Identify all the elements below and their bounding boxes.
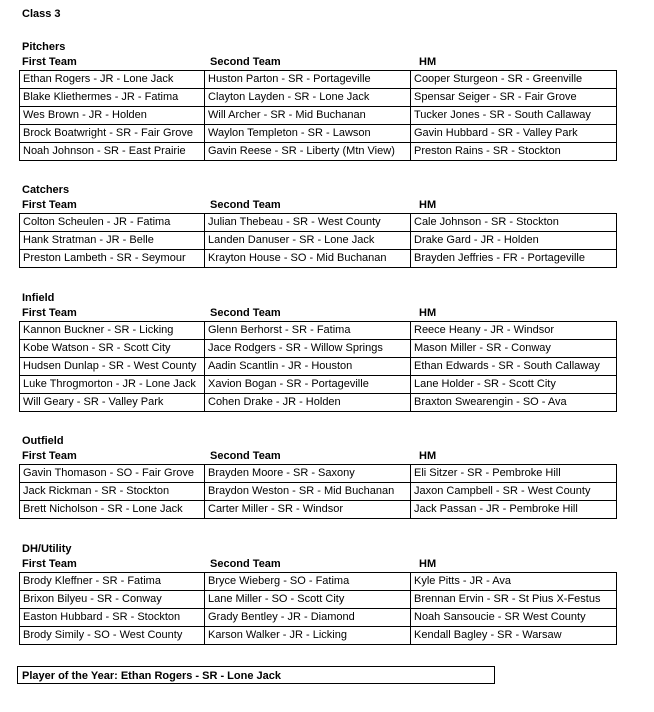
first-team-cell: Brixon Bilyeu - SR - Conway bbox=[20, 591, 205, 608]
table-row bbox=[20, 249, 616, 267]
column-headers bbox=[19, 198, 617, 213]
first-team-cell: Hank Stratman - JR - Belle bbox=[20, 232, 205, 249]
team-table bbox=[19, 70, 617, 161]
table-row bbox=[20, 590, 616, 608]
header-second: Second Team bbox=[210, 56, 281, 68]
second-team-cell: Bryce Wieberg - SO - Fatima bbox=[205, 573, 411, 590]
first-team-cell: Blake Kliethermes - JR - Fatima bbox=[20, 89, 205, 106]
first-team-cell: Luke Throgmorton - JR - Lone Jack bbox=[20, 376, 205, 393]
table-row bbox=[20, 357, 616, 375]
team-table bbox=[19, 213, 617, 268]
second-team-cell: Waylon Templeton - SR - Lawson bbox=[205, 125, 411, 142]
first-team-cell: Will Geary - SR - Valley Park bbox=[20, 394, 205, 411]
second-team-cell: Huston Parton - SR - Portageville bbox=[205, 71, 411, 88]
second-team-cell: Gavin Reese - SR - Liberty (Mtn View) bbox=[205, 143, 411, 160]
first-team-cell: Gavin Thomason - SO - Fair Grove bbox=[20, 465, 205, 482]
second-team-cell: Clayton Layden - SR - Lone Jack bbox=[205, 89, 411, 106]
hm-cell: Lane Holder - SR - Scott City bbox=[414, 378, 556, 390]
table-row bbox=[20, 339, 616, 357]
header-first: First Team bbox=[22, 558, 77, 570]
first-team-cell: Brody Simily - SO - West County bbox=[20, 627, 205, 644]
table-row bbox=[20, 500, 616, 518]
header-first: First Team bbox=[22, 56, 77, 68]
header-first: First Team bbox=[22, 450, 77, 462]
second-team-cell: Krayton House - SO - Mid Buchanan bbox=[205, 250, 411, 267]
table-row bbox=[20, 626, 616, 644]
column-headers bbox=[19, 449, 617, 464]
first-team-cell: Brett Nicholson - SR - Lone Jack bbox=[20, 501, 205, 518]
hm-cell: Mason Miller - SR - Conway bbox=[414, 342, 551, 354]
column-headers bbox=[19, 306, 617, 321]
section-title: Outfield bbox=[22, 435, 64, 447]
header-hm: HM bbox=[419, 56, 437, 68]
hm-cell: Reece Heany - JR - Windsor bbox=[414, 324, 554, 336]
section-title: Infield bbox=[22, 292, 55, 304]
table-row bbox=[20, 214, 616, 231]
first-team-cell: Kobe Watson - SR - Scott City bbox=[20, 340, 205, 357]
hm-cell: Jaxon Campbell - SR - West County bbox=[414, 485, 591, 497]
section-title: Catchers bbox=[22, 184, 70, 196]
section-catchers bbox=[19, 183, 617, 268]
header-first: First Team bbox=[22, 307, 77, 319]
hm-cell: Eli Sitzer - SR - Pembroke Hill bbox=[414, 467, 561, 479]
first-team-cell: Ethan Rogers - JR - Lone Jack bbox=[20, 71, 205, 88]
class-title: Class 3 bbox=[22, 8, 61, 20]
table-row bbox=[20, 573, 616, 590]
table-row bbox=[20, 231, 616, 249]
first-team-cell: Brody Kleffner - SR - Fatima bbox=[20, 573, 205, 590]
table-row bbox=[20, 465, 616, 482]
table-row bbox=[20, 393, 616, 411]
table-row bbox=[20, 124, 616, 142]
second-team-cell: Karson Walker - JR - Licking bbox=[205, 627, 411, 644]
first-team-cell: Wes Brown - JR - Holden bbox=[20, 107, 205, 124]
section-pitchers bbox=[19, 40, 617, 161]
table-row bbox=[20, 142, 616, 160]
table-row bbox=[20, 71, 616, 88]
column-headers bbox=[19, 55, 617, 70]
first-team-cell: Preston Lambeth - SR - Seymour bbox=[20, 250, 205, 267]
first-team-cell: Jack Rickman - SR - Stockton bbox=[20, 483, 205, 500]
team-table bbox=[19, 321, 617, 412]
hm-cell: Braxton Swearengin - SO - Ava bbox=[414, 396, 567, 408]
second-team-cell: Aadin Scantlin - JR - Houston bbox=[205, 358, 411, 375]
first-team-cell: Colton Scheulen - JR - Fatima bbox=[20, 214, 205, 231]
hm-cell: Brennan Ervin - SR - St Pius X-Festus bbox=[414, 593, 601, 605]
section-title: Pitchers bbox=[22, 41, 66, 53]
hm-cell: Gavin Hubbard - SR - Valley Park bbox=[414, 127, 578, 139]
hm-cell: Preston Rains - SR - Stockton bbox=[414, 145, 561, 157]
hm-cell: Jack Passan - JR - Pembroke Hill bbox=[414, 503, 578, 515]
second-team-cell: Braydon Weston - SR - Mid Buchanan bbox=[205, 483, 411, 500]
second-team-cell: Grady Bentley - JR - Diamond bbox=[205, 609, 411, 626]
hm-cell: Kyle Pitts - JR - Ava bbox=[414, 575, 511, 587]
header-hm: HM bbox=[419, 450, 437, 462]
team-table bbox=[19, 464, 617, 519]
second-team-cell: Jace Rodgers - SR - Willow Springs bbox=[205, 340, 411, 357]
first-team-cell: Brock Boatwright - SR - Fair Grove bbox=[20, 125, 205, 142]
hm-cell: Cale Johnson - SR - Stockton bbox=[414, 216, 559, 228]
table-row bbox=[20, 375, 616, 393]
table-row bbox=[20, 322, 616, 339]
header-hm: HM bbox=[419, 307, 437, 319]
second-team-cell: Cohen Drake - JR - Holden bbox=[205, 394, 411, 411]
column-headers bbox=[19, 557, 617, 572]
header-hm: HM bbox=[419, 558, 437, 570]
second-team-cell: Landen Danuser - SR - Lone Jack bbox=[205, 232, 411, 249]
hm-cell: Ethan Edwards - SR - South Callaway bbox=[414, 360, 600, 372]
section-outfield bbox=[19, 434, 617, 519]
section-dh-utility bbox=[19, 542, 617, 645]
hm-cell: Kendall Bagley - SR - Warsaw bbox=[414, 629, 562, 641]
hm-cell: Brayden Jeffries - FR - Portageville bbox=[414, 252, 585, 264]
header-second: Second Team bbox=[210, 558, 281, 570]
header-hm: HM bbox=[419, 199, 437, 211]
second-team-cell: Xavion Bogan - SR - Portageville bbox=[205, 376, 411, 393]
second-team-cell: Brayden Moore - SR - Saxony bbox=[205, 465, 411, 482]
first-team-cell: Noah Johnson - SR - East Prairie bbox=[20, 143, 205, 160]
header-second: Second Team bbox=[210, 450, 281, 462]
second-team-cell: Will Archer - SR - Mid Buchanan bbox=[205, 107, 411, 124]
first-team-cell: Easton Hubbard - SR - Stockton bbox=[20, 609, 205, 626]
first-team-cell: Hudsen Dunlap - SR - West County bbox=[20, 358, 205, 375]
second-team-cell: Lane Miller - SO - Scott City bbox=[205, 591, 411, 608]
section-title: DH/Utility bbox=[22, 543, 72, 555]
second-team-cell: Julian Thebeau - SR - West County bbox=[205, 214, 411, 231]
player-of-the-year: Player of the Year: Ethan Rogers - SR - Lone Jack bbox=[17, 666, 495, 684]
second-team-cell: Carter Miller - SR - Windsor bbox=[205, 501, 411, 518]
hm-cell: Drake Gard - JR - Holden bbox=[414, 234, 539, 246]
header-second: Second Team bbox=[210, 199, 281, 211]
hm-cell: Spensar Seiger - SR - Fair Grove bbox=[414, 91, 577, 103]
header-second: Second Team bbox=[210, 307, 281, 319]
hm-cell: Cooper Sturgeon - SR - Greenville bbox=[414, 73, 583, 85]
table-row bbox=[20, 482, 616, 500]
header-first: First Team bbox=[22, 199, 77, 211]
first-team-cell: Kannon Buckner - SR - Licking bbox=[20, 322, 205, 339]
hm-cell: Noah Sansoucie - SR West County bbox=[414, 611, 586, 623]
table-row bbox=[20, 88, 616, 106]
section-infield bbox=[19, 291, 617, 412]
team-table bbox=[19, 572, 617, 645]
table-row bbox=[20, 608, 616, 626]
table-row bbox=[20, 106, 616, 124]
hm-cell: Tucker Jones - SR - South Callaway bbox=[414, 109, 591, 121]
second-team-cell: Glenn Berhorst - SR - Fatima bbox=[205, 322, 411, 339]
